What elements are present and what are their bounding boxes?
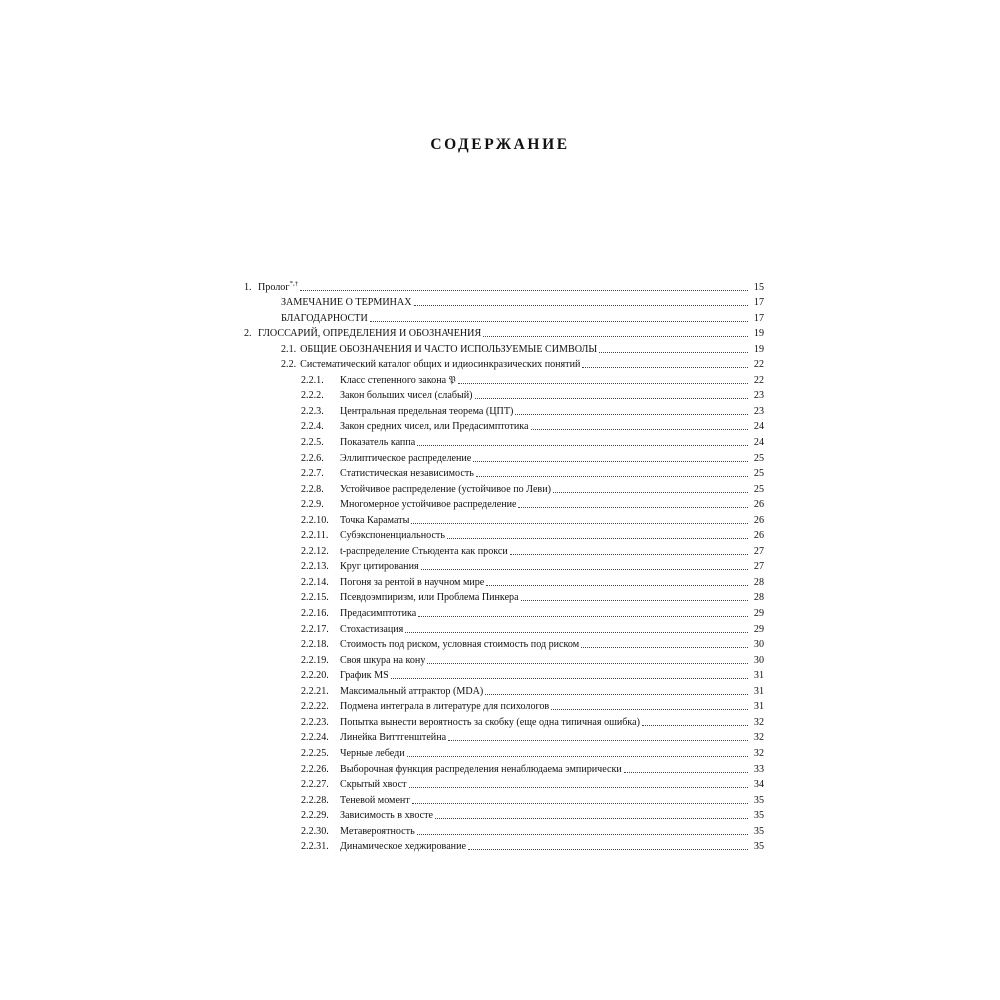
toc-entry-number: 2.2.2. — [301, 390, 324, 402]
toc-entry-number: 2.2.18. — [301, 639, 329, 651]
toc-entry[interactable] — [244, 325, 764, 341]
toc-entry-title-text: Псевдоэмпиризм, или Проблема Пинкера — [340, 592, 519, 604]
toc-entry-number: 2.2.25. — [301, 747, 329, 759]
toc-entry-number: 2.2.7. — [301, 468, 324, 480]
toc-entry-title-text: Показатель каппа — [340, 437, 416, 449]
toc-entry-number: 2.2.1. — [301, 374, 324, 386]
toc-entry-page-number: 26 — [753, 530, 764, 542]
toc-entry[interactable] — [244, 589, 764, 605]
toc-entry-title-text: График MS — [340, 670, 389, 682]
toc-entry[interactable] — [244, 309, 764, 325]
toc-entry-page-number: 19 — [753, 328, 764, 340]
toc-entry-page-number: 35 — [753, 841, 764, 853]
toc-entry-title — [340, 498, 516, 511]
toc-entry-title-text: Устойчивое распределение (устойчивое по Леви) — [340, 483, 551, 495]
toc-entry[interactable] — [244, 651, 764, 667]
toc-entry-title-text: Линейка Виттгенштейна — [340, 732, 447, 744]
toc-entry-title — [340, 747, 405, 760]
toc-entry-title-text: Точка Караматы — [340, 514, 410, 526]
toc-entry-page-number: 17 — [753, 297, 764, 309]
toc-entry-title-text: Метавероятность — [340, 825, 415, 837]
toc-entry-number: 2.1. — [281, 343, 297, 355]
toc-entry[interactable] — [244, 387, 764, 403]
dot-leader — [468, 849, 748, 850]
toc-entry-title — [340, 560, 419, 573]
toc-entry-title — [340, 545, 508, 558]
toc-entry-title-text: Подмена интеграла в литературе для психологов — [340, 701, 550, 713]
dot-leader — [427, 663, 748, 664]
dot-leader — [407, 756, 748, 757]
toc-entry-title — [340, 794, 410, 807]
dot-leader — [624, 772, 748, 773]
dot-leader — [642, 725, 748, 726]
dot-leader — [458, 383, 748, 384]
toc-entry-title — [340, 467, 474, 480]
toc-entry[interactable] — [244, 294, 764, 310]
toc-entry-title — [340, 576, 484, 589]
toc-entry-number: 2.2.28. — [301, 794, 329, 806]
footnote-marker: *,† — [289, 280, 299, 288]
toc-entry-title-text: Максимальный аттрактор (MDA) — [340, 685, 484, 697]
toc-entry-page-number: 24 — [753, 421, 764, 433]
toc-entry-number: 2.2.27. — [301, 779, 329, 791]
toc-entry-title — [340, 731, 446, 744]
toc-entry-page-number: 35 — [753, 794, 764, 806]
toc-entry-number: 2.2.14. — [301, 576, 329, 588]
toc-entry-title-text: Погоня за рентой в научном мире — [340, 576, 485, 588]
dot-leader — [417, 834, 748, 835]
toc-entry-page-number: 23 — [753, 405, 764, 417]
toc-entry-page-number: 25 — [753, 468, 764, 480]
toc-entry-title — [340, 389, 473, 402]
dot-leader — [485, 694, 748, 695]
toc-entry-page-number: 22 — [753, 374, 764, 386]
toc-entry-title — [258, 327, 481, 340]
toc-entry[interactable] — [244, 496, 764, 512]
toc-entry-title-text: БЛАГОДАРНОСТИ — [281, 312, 368, 324]
toc-entry[interactable] — [244, 667, 764, 683]
toc-entry-title — [340, 840, 466, 853]
toc-entry-title-text: Эллиптическое распределение — [340, 452, 472, 464]
toc-entry-title — [281, 296, 412, 309]
dot-leader — [418, 616, 748, 617]
dot-leader — [521, 600, 748, 601]
dot-leader — [414, 305, 749, 306]
toc-entry-title-text: Зависимость в хвосте — [340, 810, 433, 822]
toc-entry-title — [300, 343, 597, 356]
toc-entry-number: 2.2.5. — [301, 437, 324, 449]
dot-leader — [435, 818, 748, 819]
dot-leader — [553, 492, 748, 493]
dot-leader — [531, 429, 749, 430]
toc-entry-number: 2.2.24. — [301, 732, 329, 744]
toc-entry-title-text: ОБЩИЕ ОБОЗНАЧЕНИЯ И ЧАСТО ИСПОЛЬЗУЕМЫЕ СИМВОЛЫ — [300, 343, 598, 355]
toc-entry-number: 2.2.19. — [301, 654, 329, 666]
toc-entry[interactable] — [244, 542, 764, 558]
toc-entry-title — [340, 420, 529, 433]
toc-entry-number: 2.2.9. — [301, 499, 324, 511]
toc-entry[interactable] — [244, 278, 764, 294]
toc-entry-title — [340, 452, 471, 465]
toc-entry-title-text: t-распределение Стьюдента как прокси — [340, 545, 508, 557]
toc-entry[interactable] — [244, 449, 764, 465]
toc-entry-title-text: Скрытый хвост — [340, 779, 407, 791]
dot-leader — [476, 476, 748, 477]
toc-entry-number: 2.2.6. — [301, 452, 324, 464]
toc-entry[interactable] — [244, 822, 764, 838]
toc-entry-title — [340, 623, 403, 636]
dot-leader — [412, 803, 748, 804]
dot-leader — [483, 336, 748, 337]
toc-entry-number: 2.2.21. — [301, 685, 329, 697]
toc-entry-number: 2.2.4. — [301, 421, 324, 433]
toc-entry[interactable] — [244, 527, 764, 543]
toc-entry-number: 2.2.16. — [301, 608, 329, 620]
toc-entry-page-number: 31 — [753, 701, 764, 713]
table-of-contents — [244, 278, 764, 853]
toc-entry-title — [340, 591, 519, 604]
toc-entry-title-text: Попытка вынести вероятность за скобку (еще одна типичная ошибка) — [340, 716, 641, 728]
toc-entry[interactable] — [244, 511, 764, 527]
toc-entry[interactable] — [244, 340, 764, 356]
toc-entry-title-text: Черные лебеди — [340, 747, 405, 759]
toc-entry-title-text: Субэкспоненциальность — [340, 530, 445, 542]
toc-entry-number: 2.2.20. — [301, 670, 329, 682]
toc-entry[interactable] — [244, 776, 764, 792]
dot-leader — [370, 321, 748, 322]
toc-entry[interactable] — [244, 682, 764, 698]
dot-leader — [391, 678, 748, 679]
toc-entry[interactable] — [244, 418, 764, 434]
toc-entry[interactable] — [244, 371, 764, 387]
toc-entry-number: 2.2.29. — [301, 810, 329, 822]
toc-entry-page-number: 34 — [753, 779, 764, 791]
toc-entry-title — [340, 778, 407, 791]
toc-entry-title-text: Стоимость под риском, условная стоимость под риском — [340, 639, 580, 651]
toc-entry-number: 2.2. — [281, 359, 297, 371]
toc-entry-page-number: 35 — [753, 810, 764, 822]
toc-entry-title — [340, 809, 433, 822]
toc-entry-title-text: Выборочная функция распределения ненаблюдаема эмпирически — [340, 763, 622, 775]
toc-entry-page-number: 32 — [753, 747, 764, 759]
toc-entry[interactable] — [244, 480, 764, 496]
toc-entry-title — [340, 716, 640, 729]
toc-entry-title — [340, 638, 579, 651]
toc-entry-title-text: Центральная предельная теорема (ЦПТ) — [340, 405, 514, 417]
dot-leader — [417, 445, 748, 446]
toc-entry-number: 2.2.31. — [301, 841, 329, 853]
toc-entry[interactable] — [244, 713, 764, 729]
toc-entry-title — [300, 358, 580, 371]
toc-entry-page-number: 29 — [753, 608, 764, 620]
toc-entry-page-number: 32 — [753, 732, 764, 744]
dot-leader — [300, 290, 748, 291]
toc-entry-title — [340, 607, 416, 620]
dot-leader — [475, 398, 749, 399]
toc-entry-page-number: 19 — [753, 343, 764, 355]
toc-entry-title — [340, 700, 549, 713]
toc-entry-page-number: 27 — [753, 545, 764, 557]
dot-leader — [551, 709, 748, 710]
toc-entry-page-number: 26 — [753, 499, 764, 511]
toc-entry[interactable] — [244, 791, 764, 807]
dot-leader — [599, 352, 748, 353]
toc-entry-title — [340, 685, 483, 698]
toc-entry-title — [340, 405, 513, 418]
toc-entry-title-text: Круг цитирования — [340, 561, 419, 573]
dot-leader — [486, 585, 748, 586]
toc-entry-title-text: Систематический каталог общих и идиосинкразических понятий — [300, 359, 581, 371]
toc-entry-page-number: 32 — [753, 716, 764, 728]
toc-entry-title — [340, 483, 551, 496]
toc-entry-title-text: Предасимптотика — [340, 608, 417, 620]
toc-entry-title — [340, 514, 409, 527]
dot-leader — [515, 414, 748, 415]
toc-entry-page-number: 17 — [753, 312, 764, 324]
toc-entry[interactable] — [244, 744, 764, 760]
toc-entry-number: 2.2.13. — [301, 561, 329, 573]
toc-entry-title — [281, 312, 368, 325]
dot-leader — [582, 367, 748, 368]
toc-entry-title-text: ГЛОССАРИЙ, ОПРЕДЕЛЕНИЯ И ОБОЗНАЧЕНИЯ — [258, 328, 482, 340]
toc-entry-number: 2.2.30. — [301, 825, 329, 837]
toc-entry[interactable] — [244, 729, 764, 745]
toc-entry[interactable] — [244, 573, 764, 589]
dot-leader — [447, 538, 748, 539]
toc-entry[interactable] — [244, 433, 764, 449]
toc-entry-page-number: 26 — [753, 514, 764, 526]
toc-entry[interactable] — [244, 620, 764, 636]
toc-entry-title — [340, 669, 389, 682]
dot-leader — [421, 569, 748, 570]
toc-entry-page-number: 30 — [753, 639, 764, 651]
toc-entry-number: 1. — [244, 281, 252, 293]
toc-entry[interactable] — [244, 604, 764, 620]
toc-entry-page-number: 27 — [753, 561, 764, 573]
toc-entry-page-number: 28 — [753, 592, 764, 604]
toc-entry-number: 2.2.10. — [301, 514, 329, 526]
toc-entry-number: 2. — [244, 328, 252, 340]
toc-entry-title-text: Стохастизация — [340, 623, 404, 635]
toc-entry[interactable] — [244, 356, 764, 372]
dot-leader — [405, 632, 748, 633]
toc-entry-page-number: 30 — [753, 654, 764, 666]
toc-entry[interactable] — [244, 838, 764, 854]
toc-entry-page-number: 22 — [753, 359, 764, 371]
dot-leader — [581, 647, 748, 648]
toc-entry-title-text: Закон средних чисел, или Предасимптотика — [340, 421, 529, 433]
dot-leader — [448, 740, 748, 741]
toc-entry-title-text: Закон больших чисел (слабый) — [340, 390, 473, 402]
toc-entry-title-text: ЗАМЕЧАНИЕ О ТЕРМИНАХ — [281, 297, 412, 309]
toc-entry[interactable] — [244, 807, 764, 823]
toc-entry-number: 2.2.22. — [301, 701, 329, 713]
toc-entry[interactable] — [244, 760, 764, 776]
toc-entry-title-text: Многомерное устойчивое распределение — [340, 499, 517, 511]
dot-leader — [411, 523, 748, 524]
toc-entry[interactable] — [244, 636, 764, 652]
toc-entry-page-number: 23 — [753, 390, 764, 402]
toc-entry-title-text: Теневой момент — [340, 794, 410, 806]
toc-entry-page-number: 25 — [753, 452, 764, 464]
toc-entry-page-number: 31 — [753, 685, 764, 697]
toc-entry-title-text: Статистическая независимость — [340, 468, 474, 480]
dot-leader — [473, 461, 748, 462]
toc-entry-title — [340, 763, 622, 776]
toc-entry-title — [340, 529, 445, 542]
toc-entry-number: 2.2.23. — [301, 716, 329, 728]
toc-entry-page-number: 35 — [753, 825, 764, 837]
toc-entry-page-number: 31 — [753, 670, 764, 682]
toc-entry-number: 2.2.26. — [301, 763, 329, 775]
toc-entry-number: 2.2.11. — [301, 530, 329, 542]
dot-leader — [518, 507, 748, 508]
toc-entry-title — [258, 281, 298, 294]
toc-entry-title-text: Пролог — [258, 281, 290, 293]
dot-leader — [510, 554, 748, 555]
toc-entry-title-text: Своя шкура на кону — [340, 654, 426, 666]
page-title: СОДЕРЖАНИЕ — [430, 136, 570, 153]
toc-entry[interactable] — [244, 402, 764, 418]
toc-entry-page-number: 24 — [753, 437, 764, 449]
toc-entry-title-text: Динамическое хеджирование — [340, 841, 466, 853]
toc-entry-title — [340, 436, 415, 449]
toc-entry[interactable] — [244, 698, 764, 714]
toc-entry[interactable] — [244, 558, 764, 574]
toc-entry-page-number: 29 — [753, 623, 764, 635]
toc-entry-page-number: 33 — [753, 763, 764, 775]
toc-entry-number: 2.2.8. — [301, 483, 324, 495]
toc-entry-page-number: 25 — [753, 483, 764, 495]
toc-entry-title — [340, 374, 456, 387]
toc-entry-title — [340, 654, 425, 667]
toc-entry-page-number: 28 — [753, 576, 764, 588]
toc-entry-title — [340, 825, 415, 838]
toc-entry-title-text: Класс степенного закона 𝔓 — [340, 374, 456, 386]
toc-entry-number: 2.2.17. — [301, 623, 329, 635]
toc-entry[interactable] — [244, 465, 764, 481]
toc-entry-number: 2.2.15. — [301, 592, 329, 604]
dot-leader — [409, 787, 748, 788]
toc-entry-number: 2.2.12. — [301, 545, 329, 557]
toc-entry-page-number: 15 — [753, 281, 764, 293]
toc-entry-number: 2.2.3. — [301, 405, 324, 417]
